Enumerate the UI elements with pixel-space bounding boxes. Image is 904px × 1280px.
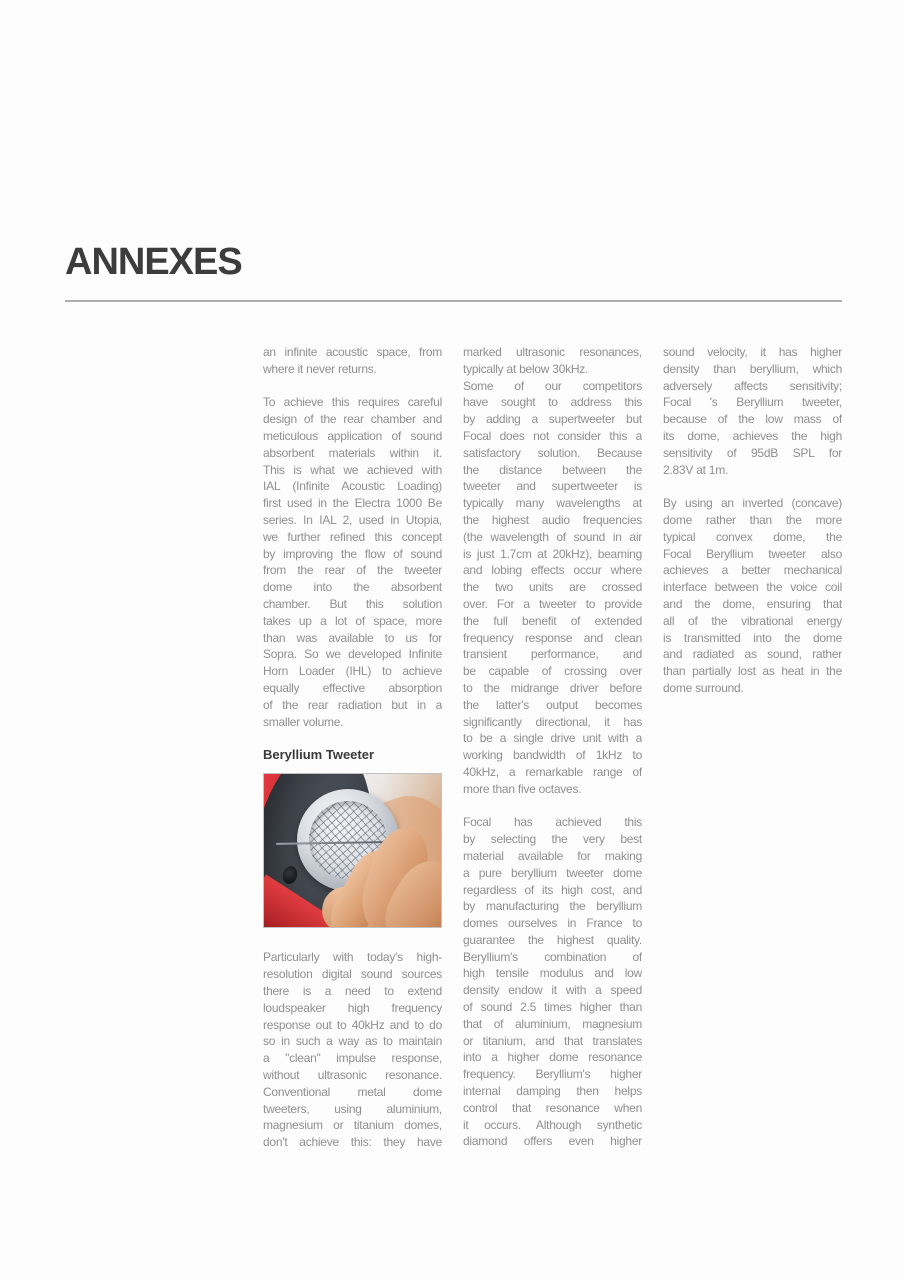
text-line: so in such a way as to maintain: [263, 1034, 442, 1049]
text-line: To achieve this requires careful: [263, 395, 442, 410]
column-2: [463, 344, 642, 1151]
text-line: chamber. But this solution: [263, 596, 442, 611]
text-line: typically many wavelengths at: [463, 496, 642, 511]
text-line: density endow it with a speed: [463, 983, 642, 998]
text-line: IAL (Infinite Acoustic Loading): [263, 479, 442, 494]
text-line: marked ultrasonic resonances,: [463, 345, 642, 359]
text-line: smaller volume.: [263, 714, 344, 729]
text-line: by adding a supertweeter but: [463, 412, 642, 427]
text-line: and the dome, ensuring that: [663, 596, 842, 611]
page-title: ANNEXES: [65, 241, 242, 283]
text-line: achieves a better mechanical: [663, 563, 842, 578]
text-line: dome into the absorbent: [263, 580, 442, 595]
paragraph: [263, 394, 442, 730]
tweeter-photo: [263, 773, 442, 928]
text-line: typical convex dome, the: [663, 529, 842, 544]
text-line: from the rear of the tweeter: [263, 563, 442, 578]
text-line: or titanium, and that translates: [463, 1033, 642, 1048]
text-line: Focal Beryllium tweeter also: [663, 546, 842, 561]
column-1: [263, 344, 442, 1151]
text-line: an infinite acoustic space, from: [263, 345, 442, 359]
text-line: Beryllium's combination of: [463, 949, 642, 964]
paragraph: [263, 949, 442, 1151]
text-line: and lobing effects occur where: [463, 563, 642, 578]
text-line: into a higher dome resonance: [463, 1050, 642, 1065]
text-line: transient performance, and: [463, 647, 642, 662]
paragraph: [463, 378, 642, 798]
text-line: a "clean" impulse response,: [263, 1051, 442, 1066]
text-line: domes ourselves in France to: [463, 916, 642, 931]
text-line: sound velocity, it has higher: [663, 345, 842, 359]
text-line: meticulous application of sound: [263, 428, 442, 443]
text-line: it occurs. Although synthetic: [463, 1117, 642, 1132]
text-line: (the wavelength of sound in air: [463, 529, 642, 544]
text-line: its dome, achieves the high: [663, 428, 842, 443]
text-line: by improving the flow of sound: [263, 546, 442, 561]
text-line: of sound 2.5 times higher than: [463, 1000, 642, 1015]
paragraph: [663, 344, 842, 478]
text-line: the latter's output becomes: [463, 697, 642, 712]
text-line: 2.83V at 1m.: [663, 462, 729, 477]
text-line: design of the rear chamber and: [263, 412, 442, 427]
text-line: is just 1.7cm at 20kHz), beaming: [463, 546, 642, 561]
text-line: the two units are crossed: [463, 580, 642, 595]
text-line: by manufacturing the beryllium: [463, 899, 642, 914]
text-line: Focal does not consider this a: [463, 428, 642, 443]
text-line: of the rear radiation but in a: [263, 697, 442, 712]
text-line: adversely affects sensitivity;: [663, 378, 842, 393]
text-line: regardless of its high cost, and: [463, 882, 642, 897]
text-line: be capable of crossing over: [463, 664, 642, 679]
text-line: magnesium or titanium domes,: [263, 1118, 442, 1133]
text-line: Particularly with today's high-: [263, 950, 442, 965]
text-line: than was available to us for: [263, 630, 442, 645]
text-line: to be a single drive unit with a: [463, 731, 642, 746]
text-line: Horn Loader (IHL) to achieve: [263, 664, 442, 679]
text-line: high tensile modulus and low: [463, 966, 642, 981]
text-line: and radiated as sound, rather: [663, 647, 842, 662]
title-divider: [65, 300, 842, 302]
text-line: series. In IAL 2, used in Utopia,: [263, 512, 442, 527]
text-line: control that resonance when: [463, 1100, 642, 1115]
paragraph: [463, 344, 642, 378]
text-line: response out to 40kHz and to do: [263, 1017, 442, 1032]
text-line: all of the vibrational energy: [663, 613, 842, 628]
text-line: By using an inverted (concave): [663, 496, 842, 511]
text-line: Focal 's Beryllium tweeter,: [663, 395, 842, 410]
text-line: typically at below 30kHz.: [463, 361, 589, 376]
text-line: Conventional metal dome: [263, 1084, 442, 1099]
text-line: because of the low mass of: [663, 412, 842, 427]
text-line: to the midrange driver before: [463, 680, 642, 695]
text-line: frequency response and clean: [463, 630, 642, 645]
text-line: interface between the voice coil: [663, 580, 842, 595]
paragraph: [463, 814, 642, 1150]
text-line: loudspeaker high frequency: [263, 1000, 442, 1015]
text-line: have sought to address this: [463, 395, 642, 410]
paragraph: [663, 495, 842, 697]
text-line: the full benefit of extended: [463, 613, 642, 628]
text-line: satisfactory solution. Because: [463, 445, 642, 460]
text-line: than partially lost as heat in the: [663, 664, 842, 679]
text-line: working bandwidth of 1kHz to: [463, 748, 642, 763]
text-line: takes up a lot of space, more: [263, 613, 442, 628]
text-line: internal damping then helps: [463, 1084, 642, 1099]
text-line: we further refined this concept: [263, 529, 442, 544]
text-line: don't achieve this: they have: [263, 1135, 442, 1150]
paragraph: [263, 344, 442, 378]
text-line: resolution digital sound sources: [263, 967, 442, 982]
text-line: significantly directional, it has: [463, 714, 642, 729]
text-line: there is a need to extend: [263, 983, 442, 998]
text-line: Focal has achieved this: [463, 815, 642, 830]
text-line: tweeter and supertweeter is: [463, 479, 642, 494]
section-heading: Beryllium Tweeter: [263, 747, 375, 763]
text-line: is transmitted into the dome: [663, 630, 842, 645]
text-line: the distance between the: [463, 462, 642, 477]
text-line: without ultrasonic resonance.: [263, 1067, 442, 1082]
text-line: sensitivity of 95dB SPL for: [663, 445, 842, 460]
column-3: [663, 344, 842, 1151]
text-line: first used in the Electra 1000 Be: [263, 496, 442, 511]
text-line: by selecting the very best: [463, 832, 642, 847]
text-line: Some of our competitors: [463, 378, 642, 393]
text-line: tweeters, using aluminium,: [263, 1101, 442, 1116]
text-line: Sopra. So we developed Infinite: [263, 647, 442, 662]
text-line: equally effective absorption: [263, 680, 442, 695]
text-line: material available for making: [463, 848, 642, 863]
text-line: guarantee the highest quality.: [463, 932, 642, 947]
text-line: that of aluminium, magnesium: [463, 1016, 642, 1031]
text-line: density than beryllium, which: [663, 361, 842, 376]
text-line: over. For a tweeter to provide: [463, 596, 642, 611]
text-line: 40kHz, a remarkable range of: [463, 764, 642, 779]
text-line: dome rather than the more: [663, 512, 842, 527]
text-line: diamond offers even higher: [463, 1134, 642, 1149]
text-line: dome surround.: [663, 680, 744, 695]
text-line: This is what we achieved with: [263, 462, 442, 477]
text-line: more than five octaves.: [463, 781, 582, 796]
text-line: frequency. Beryllium's higher: [463, 1067, 642, 1082]
text-line: where it never returns.: [263, 361, 377, 376]
text-line: absorbent materials within it.: [263, 445, 442, 460]
columns-container: [263, 344, 842, 1151]
text-line: the highest audio frequencies: [463, 512, 642, 527]
text-line: a pure beryllium tweeter dome: [463, 865, 642, 880]
